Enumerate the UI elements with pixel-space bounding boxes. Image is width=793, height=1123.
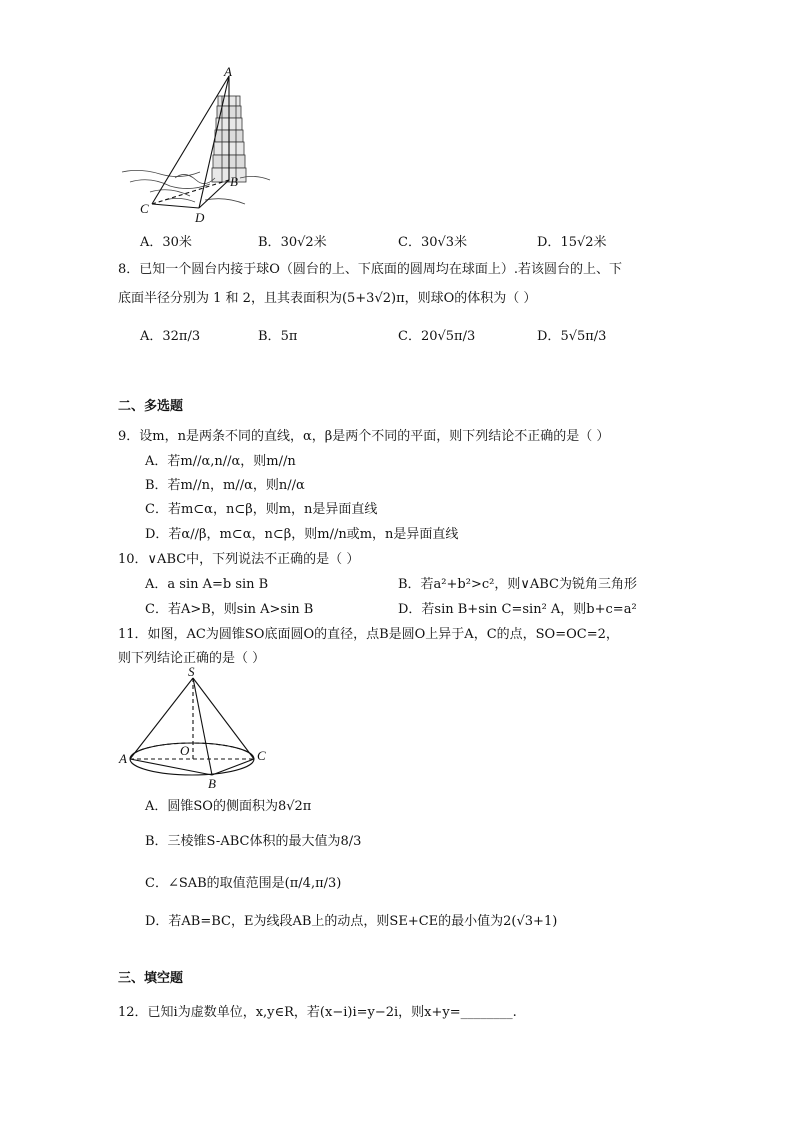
q9-option-d[interactable]: D．若α//β，m⊂α，n⊂β，则m//n或m，n是异面直线: [145, 527, 459, 542]
q11-option-c[interactable]: C．∠SAB的取值范围是(π/4,π/3): [145, 876, 342, 891]
q8-option-a[interactable]: A．32π/3: [140, 329, 201, 344]
cone-label-S: S: [188, 664, 195, 679]
q8-option-d[interactable]: D．5√5π/3: [537, 329, 607, 344]
q7-option-d[interactable]: D．15√2米: [537, 235, 607, 250]
cone-label-B: B: [208, 776, 216, 791]
q8-option-b[interactable]: B．5π: [258, 329, 298, 344]
q11-stem-line2: 则下列结论正确的是（ ）: [118, 651, 266, 666]
section-heading-multi-choice: 二、多选题: [118, 399, 184, 414]
point-label-B: B: [230, 174, 238, 189]
q10-option-c[interactable]: C．若A>B，则sin A>sin B: [145, 602, 314, 617]
section-heading-fill-in: 三、填空题: [118, 971, 184, 986]
q11-option-a[interactable]: A．圆锥SO的侧面积为8√2π: [145, 799, 312, 814]
q9-option-b[interactable]: B．若m//n，m//α，则n//α: [145, 478, 305, 493]
q10-option-b[interactable]: B．若a²+b²>c²，则∨ABC为锐角三角形: [398, 577, 637, 592]
q8-stem-line1: 8．已知一个圆台内接于球O（圆台的上、下底面的圆周均在球面上）.若该圆台的上、下: [118, 262, 623, 277]
q12-stem: 12．已知i为虚数单位，x,y∈R，若(x−i)i=y−2i，则x+y=________.: [118, 1005, 517, 1020]
point-label-C: C: [140, 201, 149, 216]
q7-option-b[interactable]: B．30√2米: [258, 235, 327, 250]
q10-option-d[interactable]: D．若sin B+sin C=sin² A，则b+c=a²: [398, 602, 637, 617]
cone-label-C: C: [257, 748, 266, 763]
cone-label-O: O: [180, 743, 190, 758]
q11-option-b[interactable]: B．三棱锥S-ABC体积的最大值为8/3: [145, 834, 362, 849]
q8-stem-line2: 底面半径分别为 1 和 2，且其表面积为(5+3√2)π，则球O的体积为（ ）: [118, 291, 537, 306]
q10-option-a[interactable]: A．a sin A=b sin B: [145, 577, 269, 592]
q9-option-a[interactable]: A．若m//α,n//α，则m//n: [145, 454, 296, 469]
q9-stem: 9．设m，n是两条不同的直线，α，β是两个不同的平面，则下列结论不正确的是（ ）: [118, 429, 610, 444]
q11-stem-line1: 11．如图，AC为圆锥SO底面圆O的直径，点B是圆O上异于A，C的点，SO=OC=2，: [118, 627, 619, 642]
q11-option-d[interactable]: D．若AB=BC，E为线段AB上的动点，则SE+CE的最小值为2(√3+1): [145, 914, 558, 929]
point-label-D: D: [195, 210, 205, 225]
q10-stem: 10．∨ABC中，下列说法不正确的是（ ）: [118, 552, 360, 567]
cone-label-A: A: [119, 751, 127, 766]
q7-option-c[interactable]: C．30√3米: [398, 235, 468, 250]
q9-option-c[interactable]: C．若m⊂α，n⊂β，则m，n是异面直线: [145, 502, 378, 517]
q8-option-c[interactable]: C．20√5π/3: [398, 329, 476, 344]
point-label-A: A: [224, 64, 232, 79]
q7-option-a[interactable]: A．30米: [140, 235, 192, 250]
